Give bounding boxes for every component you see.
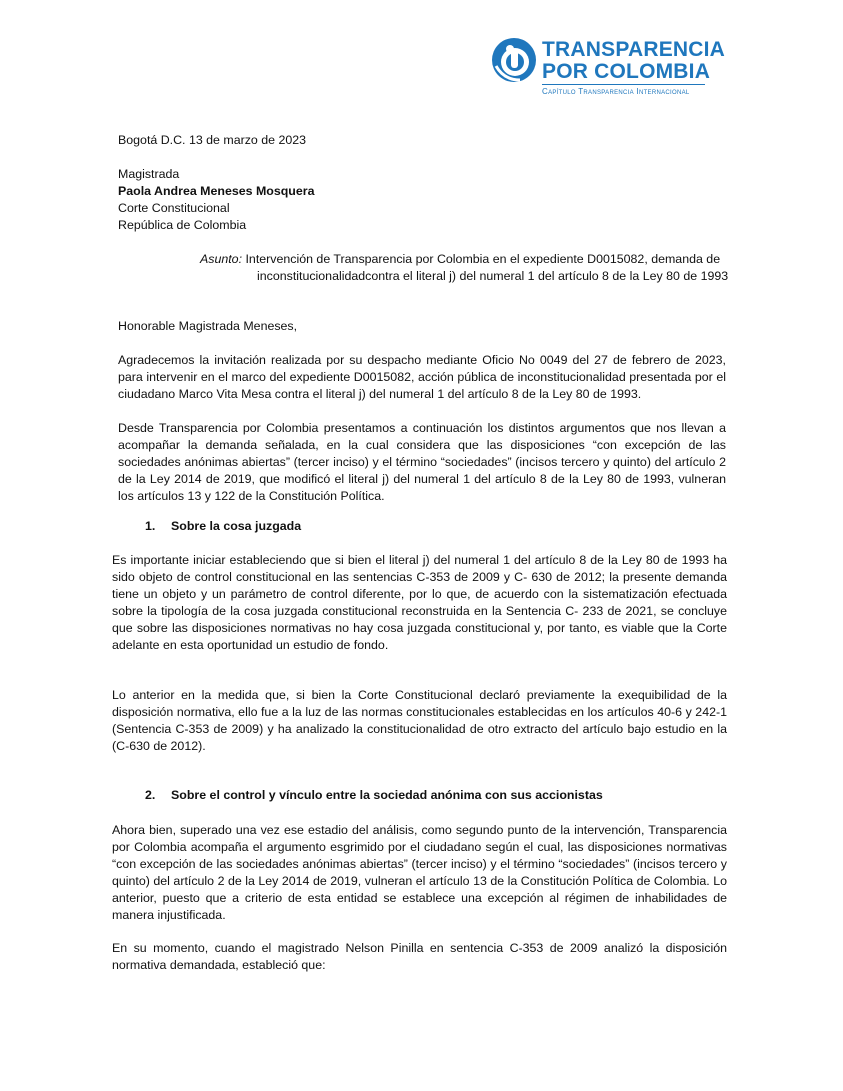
subject-label: Asunto: xyxy=(200,252,243,266)
section-number: 1. xyxy=(145,519,156,533)
subject-text-line2: inconstitucionalidadcontra el literal j) del numeral 1 del artículo 8 de la Ley 80 de 1993 xyxy=(257,269,729,283)
subject-line1 xyxy=(200,251,720,268)
recipient-title: Magistrada xyxy=(118,167,180,181)
recipient-name: Paola Andrea Meneses Mosquera xyxy=(118,184,315,198)
paragraph-arguments: Desde Transparencia por Colombia presentamos a continuación los distintos argumentos que nos llevan a acompañar la demanda señalada, en la cual considera que las disposiciones “con excepción de las sociedades anónimas abiertas” (tercer inciso) y el término “sociedades” (incisos tercero y quinto) del artículo 2 de la Ley 2014 de 2019, que modificó el literal j) del numeral 1 del artículo 8 de la Ley 80 de 1993, vulneran los artículos 13 y 122 de la Constitución Política. xyxy=(118,421,726,504)
section-title: Sobre la cosa juzgada xyxy=(171,519,302,533)
greeting: Honorable Magistrada Meneses, xyxy=(118,319,298,333)
paragraph-sentencia: En su momento, cuando el magistrado Nelson Pinilla en sentencia C-353 de 2009 analizó la disposición normativa demandada, estableció que: xyxy=(112,941,727,973)
section-heading-2 xyxy=(145,787,603,804)
paragraph-exequibilidad: Lo anterior en la medida que, si bien la Corte Constitucional declaró previamente la exequibilidad de la disposición normativa, ello fue a la luz de las normas constitucionales establecidas en los artículos 40-6 y 242-1 (Sentencia C-353 de 2009) y ha analizado la constitucionalidad de otro extracto del artículo bajo estudio en la (C-630 de 2012). xyxy=(112,688,727,754)
date-line: Bogotá D.C. 13 de marzo de 2023 xyxy=(118,133,307,147)
paragraph-cosa-juzgada: Es importante iniciar estableciendo que si bien el literal j) del numeral 1 del artículo 8 de la Ley 80 de 1993 ha sido objeto de control constitucional en las sentencias C-353 de 2009 y C- 630 de 2012; la presente demanda tiene un objeto y un parámetro de control diferente, por lo que, de acuerdo con la sistematización efectuada sobre la tipología de la cosa juzgada constitucional reconstruida en la Sentencia C- 233 de 2021, se concluye que sobre las disposiciones normativas no hay cosa juzgada constitucional y, por tanto, es viable que la Corte adelante en esta oportunidad un estudio de fondo. xyxy=(112,553,727,653)
logo-divider xyxy=(542,84,705,85)
logo-subtitle: Capítulo Transparencia Internacional xyxy=(542,87,690,96)
subject-text-line1: Intervención de Transparencia por Colombia en el expediente D0015082, demanda de xyxy=(245,252,721,266)
logo-text-line2: POR COLOMBIA xyxy=(542,60,711,83)
logo-emblem-icon xyxy=(490,36,538,84)
recipient-country: República de Colombia xyxy=(118,218,247,232)
paragraph-control-vinculo: Ahora bien, superado una vez ese estadio del análisis, como segundo punto de la intervención, Transparencia por Colombia acompaña el argumento esgrimido por el ciudadano según el cual, las disposiciones normativas “con excepción de las sociedades anónimas abiertas” (tercer inciso) y el término “sociedades” (incisos tercero y quinto) del artículo 2 de la Ley 2014 de 2019, vulneran el artículo 13 de la Constitución Política de Colombia. Lo anterior, puesto que a criterio de esta entidad se establece una excepción al régimen de inhabilidades de manera injustificada. xyxy=(112,823,727,923)
organization-logo xyxy=(490,36,726,102)
section-number: 2. xyxy=(145,788,156,802)
section-heading-1 xyxy=(145,518,301,535)
section-title: Sobre el control y vínculo entre la sociedad anónima con sus accionistas xyxy=(171,788,603,802)
logo-text-line1: TRANSPARENCIA xyxy=(542,38,726,61)
recipient-institution: Corte Constitucional xyxy=(118,201,230,215)
paragraph-invitation: Agradecemos la invitación realizada por su despacho mediante Oficio No 0049 del 27 de febrero de 2023, para intervenir en el marco del expediente D0015082, acción pública de inconstitucionalidad presentada por el ciudadano Marco Vita Mesa contra el literal j) del numeral 1 del artículo 8 de la Ley 80 de 1993. xyxy=(118,353,726,402)
